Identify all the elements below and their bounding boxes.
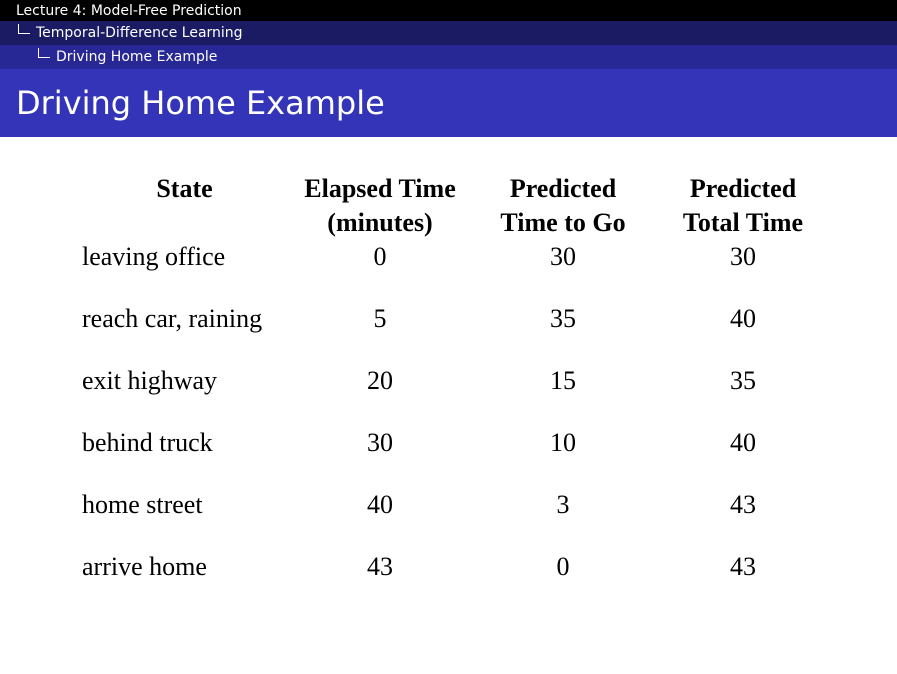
table-row — [82, 364, 833, 426]
header-elapsed-line2: (minutes) — [327, 208, 433, 237]
cell-time-to-go: 35 — [550, 304, 576, 333]
cell-elapsed: 5 — [373, 304, 387, 333]
header-predicted-total-time — [653, 172, 833, 240]
tree-branch-icon — [18, 24, 30, 34]
table-header-row — [82, 172, 833, 240]
cell-total-time: 43 — [730, 552, 756, 581]
cell-elapsed: 30 — [367, 428, 393, 457]
header-elapsed-line1: Elapsed Time — [304, 174, 456, 203]
cell-elapsed: 43 — [367, 552, 393, 581]
breadcrumb-section[interactable] — [0, 21, 897, 45]
cell-state: home street — [82, 490, 203, 519]
slide-title-bar — [0, 69, 897, 137]
cell-elapsed: 40 — [367, 490, 393, 519]
cell-total-time: 30 — [730, 242, 756, 271]
breadcrumb-lecture-label: Lecture 4: Model-Free Prediction — [16, 2, 242, 19]
breadcrumb-section-label: Temporal-Difference Learning — [36, 25, 243, 41]
cell-total-time: 43 — [730, 490, 756, 519]
cell-time-to-go: 30 — [550, 242, 576, 271]
header-total-line2: Total Time — [682, 208, 804, 237]
cell-total-time: 40 — [730, 428, 756, 457]
cell-time-to-go: 3 — [556, 490, 570, 519]
table-row — [82, 488, 833, 550]
cell-time-to-go: 10 — [550, 428, 576, 457]
driving-home-table-container — [82, 172, 842, 612]
cell-time-to-go: 0 — [556, 552, 570, 581]
tree-branch-icon — [38, 48, 50, 58]
cell-state: leaving office — [82, 242, 226, 271]
driving-home-table — [82, 172, 833, 612]
cell-elapsed: 20 — [367, 366, 393, 395]
header-elapsed-time — [287, 172, 473, 240]
table-row — [82, 550, 833, 612]
table-row — [82, 426, 833, 488]
header-total-line1: Predicted — [689, 174, 797, 203]
header-state — [82, 172, 287, 240]
cell-total-time: 40 — [730, 304, 756, 333]
header-togo-line1: Predicted — [509, 174, 617, 203]
cell-state: reach car, raining — [82, 304, 263, 333]
breadcrumb-subsection[interactable] — [0, 45, 897, 69]
cell-state: arrive home — [82, 552, 207, 581]
cell-total-time: 35 — [730, 366, 756, 395]
cell-time-to-go: 15 — [550, 366, 576, 395]
breadcrumb-lecture[interactable] — [0, 0, 897, 21]
header-state-label: State — [156, 174, 213, 203]
header-togo-line2: Time to Go — [500, 208, 626, 237]
header-predicted-time-to-go — [473, 172, 653, 240]
cell-state: exit highway — [82, 366, 218, 395]
table-row — [82, 240, 833, 302]
cell-elapsed: 0 — [373, 242, 387, 271]
breadcrumb-subsection-label: Driving Home Example — [56, 49, 218, 65]
slide-title: Driving Home Example — [16, 84, 385, 122]
cell-state: behind truck — [82, 428, 213, 457]
table-row — [82, 302, 833, 364]
